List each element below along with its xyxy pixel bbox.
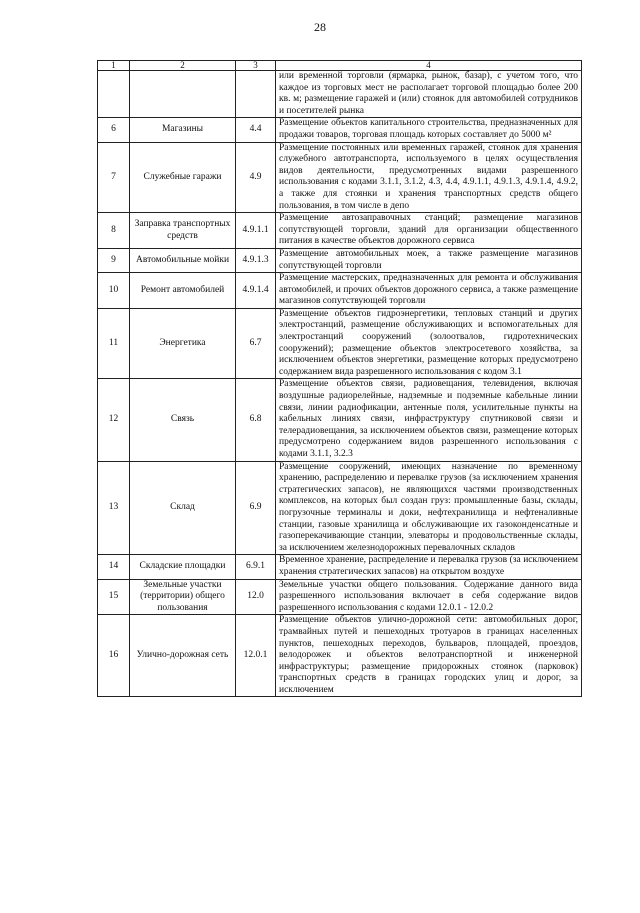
- use-name: Склад: [130, 461, 236, 555]
- table-row: [98, 71, 582, 118]
- use-name: Автомобильные мойки: [130, 248, 236, 272]
- row-number: 13: [98, 461, 130, 555]
- table-row: [98, 273, 582, 309]
- use-name: Связь: [130, 379, 236, 461]
- table-row: [98, 213, 582, 249]
- row-number: 11: [98, 308, 130, 379]
- use-name: Служебные гаражи: [130, 142, 236, 213]
- use-code: 12.0.1: [236, 615, 276, 697]
- use-code: 6.9: [236, 461, 276, 555]
- use-description: Размещение мастерских, предназначенных для ремонта и обслуживания автомобилей, и прочих объектов дорожного сервиса, а также размещение магазинов сопутствующей торговли: [276, 273, 582, 309]
- use-name: Ремонт автомобилей: [130, 273, 236, 309]
- use-description: или временной торговли (ярмарка, рынок, базар), с учетом того, что каждое из торговых мест не располагает торговой площадью более 200 кв. м; размещение гаражей и (или) стоянок для автомобилей сотрудников и посетителей рынка: [276, 71, 582, 118]
- use-name: Земельные участки (территории) общего пользования: [130, 579, 236, 615]
- use-code: 12.0: [236, 579, 276, 615]
- use-name: Заправка транспортных средств: [130, 213, 236, 249]
- row-number: 12: [98, 379, 130, 461]
- row-number: 9: [98, 248, 130, 272]
- page-number: 28: [314, 20, 326, 34]
- row-number: [98, 71, 130, 118]
- use-name: [130, 71, 236, 118]
- use-description: Размещение объектов связи, радиовещания, телевидения, включая воздушные радиорелейные, надземные и подземные кабельные линии связи, линии радиофикации, антенные поля, усилительные пункты на кабельных линиях связи, инфраструктуру спутниковой связи и телерадиовещания, за исключением объектов связи, размещение которых предусмотрено содержанием видов разрешенного использования с кодами 3.1.1, 3.2.3: [276, 379, 582, 461]
- use-code: 4.4: [236, 118, 276, 142]
- use-name: Складские площадки: [130, 555, 236, 579]
- use-description: Земельные участки общего пользования. Содержание данного вида разрешенного использования включает в себя содержание видов разрешенного использования с кодами 12.0.1 - 12.0.2: [276, 579, 582, 615]
- table-row: [98, 248, 582, 272]
- use-description: Размещение сооружений, имеющих назначение по временному хранению, распределению и перевалке грузов (за исключением хранения стратегических запасов), не являющихся частями производственных комплексов, на которых был создан груз: промышленные базы, склады, погрузочные терминалы и доки, нефтехранилища и нефтеналивные станции, газовые хранилища и обслуживающие их газоконденсатные и газоперекачивающие станции, элеваторы и продовольственные склады, за исключением железнодорожных перевалочных складов: [276, 461, 582, 555]
- use-description: Размещение объектов гидроэнергетики, тепловых станций и других электростанций, размещение обслуживающих и вспомогательных для электростанций сооружений (золоотвалов, гидротехнических сооружений); размещение объектов электросетевого хозяйства, за исключением объектов энергетики, размещение которых предусмотрено содержанием вида разрешенного использования с кодом 3.1: [276, 308, 582, 379]
- header-col-2: 2: [130, 61, 236, 71]
- use-code: [236, 71, 276, 118]
- use-code: 6.9.1: [236, 555, 276, 579]
- use-name: Улично-дорожная сеть: [130, 615, 236, 697]
- table-row: [98, 615, 582, 697]
- row-number: 6: [98, 118, 130, 142]
- table-row: [98, 461, 582, 555]
- row-number: 14: [98, 555, 130, 579]
- row-number: 8: [98, 213, 130, 249]
- row-number: 15: [98, 579, 130, 615]
- use-name: Магазины: [130, 118, 236, 142]
- row-number: 16: [98, 615, 130, 697]
- table-row: [98, 142, 582, 213]
- use-description: Размещение объектов капитального строительства, предназначенных для продажи товаров, торговая площадь которых составляет до 5000 м²: [276, 118, 582, 142]
- table-row: [98, 308, 582, 379]
- header-col-4: 4: [276, 61, 582, 71]
- use-code: 4.9.1.4: [236, 273, 276, 309]
- table-row: [98, 118, 582, 142]
- row-number: 10: [98, 273, 130, 309]
- use-description: Размещение объектов улично-дорожной сети: автомобильных дорог, трамвайных путей и пешеходных тротуаров в границах населенных пунктов, пешеходных переходов, бульваров, площадей, проездов, велодорожек и объектов велотранспортной и инженерной инфраструктуры; размещение придорожных стоянок (парковок) транспортных средств в границах городских улиц и дорог, за исключением: [276, 615, 582, 697]
- header-col-1: 1: [98, 61, 130, 71]
- use-code: 4.9.1.3: [236, 248, 276, 272]
- use-description: Размещение постоянных или временных гаражей, стоянок для хранения служебного автотранспорта, используемого в целях осуществления видов деятельности, предусмотренных видами разрешенного использования с кодами 3.1.1, 3.1.2, 4.3, 4.4, 4.9.1.1, 4.9.1.3, 4.9.1.4, 4.9.2, а также для стоянки и хранения транспортных средств общего пользования, в том числе в депо: [276, 142, 582, 213]
- use-code: 6.8: [236, 379, 276, 461]
- land-use-table: [97, 60, 582, 697]
- table-row: [98, 579, 582, 615]
- table-row: [98, 379, 582, 461]
- use-description: Размещение автомобильных моек, а также размещение магазинов сопутствующей торговли: [276, 248, 582, 272]
- row-number: 7: [98, 142, 130, 213]
- header-col-3: 3: [236, 61, 276, 71]
- use-code: 4.9.1.1: [236, 213, 276, 249]
- use-name: Энергетика: [130, 308, 236, 379]
- use-description: Размещение автозаправочных станций; размещение магазинов сопутствующей торговли, зданий для организации общественного питания в качестве объектов дорожного сервиса: [276, 213, 582, 249]
- table-row: [98, 555, 582, 579]
- use-description: Временное хранение, распределение и перевалка грузов (за исключением хранения стратегических запасов) на открытом воздухе: [276, 555, 582, 579]
- use-code: 4.9: [236, 142, 276, 213]
- header-row: [98, 61, 582, 71]
- use-code: 6.7: [236, 308, 276, 379]
